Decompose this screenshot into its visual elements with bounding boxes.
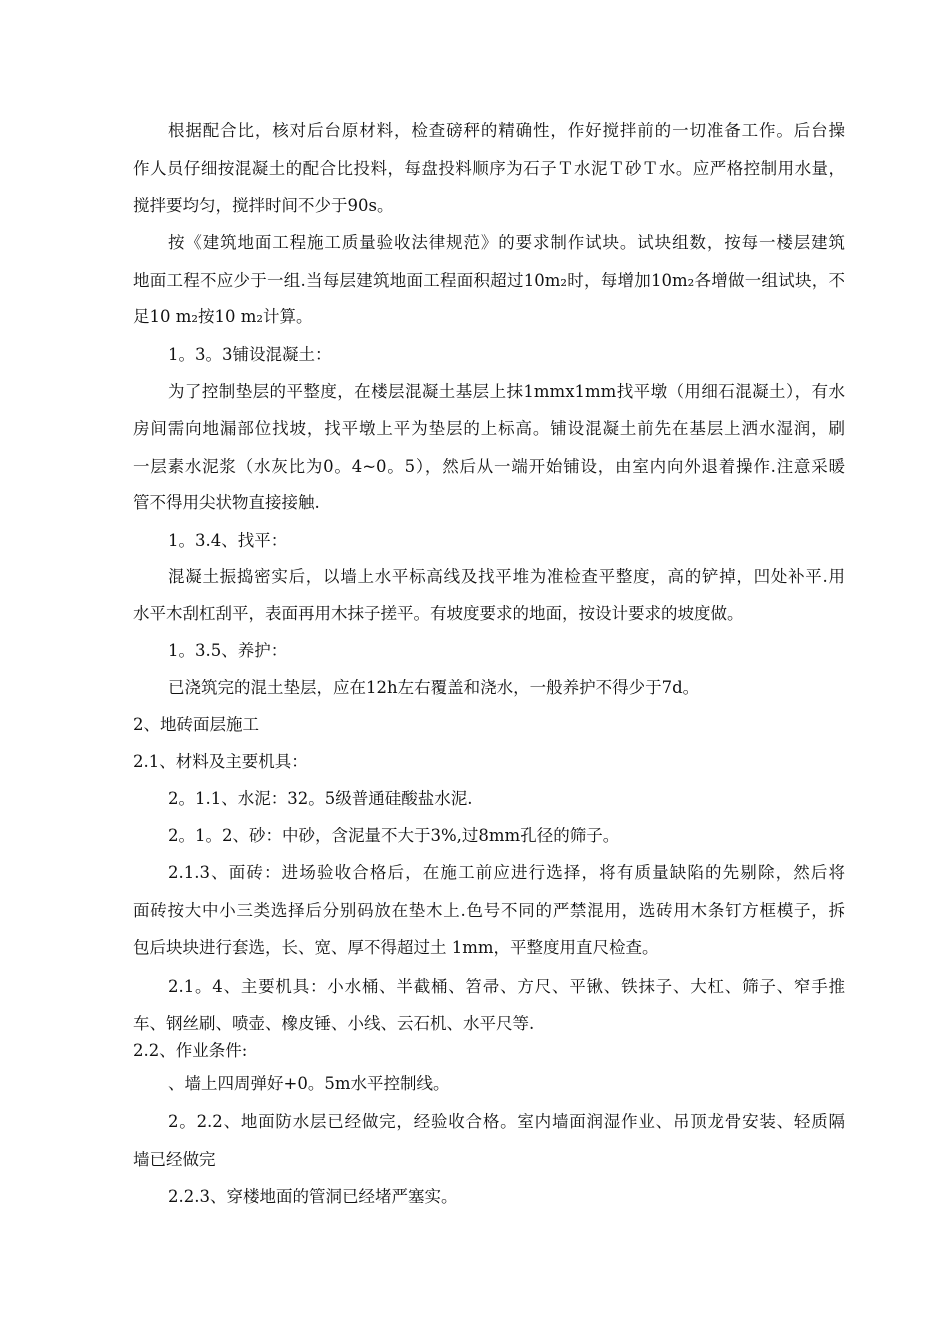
paragraph-line: 按《建筑地面工程施工质量验收法律规范》的要求制作试块。试块组数，按每一楼层建筑 xyxy=(168,233,845,252)
paragraph-line: 2。1。2、砂：中砂，含泥量不大于3%,过8mm孔径的筛子。 xyxy=(168,826,620,845)
paragraph-line: 搅拌要均匀，搅拌时间不少于90s。 xyxy=(133,196,394,215)
paragraph-line: 2.2.3、穿楼地面的管洞已经堵严塞实。 xyxy=(168,1187,458,1206)
paragraph-line: 一层素水泥浆（水灰比为0。4~0。5），然后从一端开始铺设，由室内向外退着操作.注意采暖 xyxy=(133,457,845,476)
paragraph-line: 地面工程不应少于一组.当每层建筑地面工程面积超过10m₂时，每增加10m₂各增做一组试块，不 xyxy=(133,271,845,290)
paragraph-line: 2.1。4、主要机具：小水桶、半截桶、笤帚、方尺、平锹、铁抹子、大杠、筛子、窄手推 xyxy=(168,977,845,996)
section-heading: 2.1、材料及主要机具： xyxy=(133,752,308,771)
section-heading: 1。3.5、养护： xyxy=(168,641,288,660)
paragraph-line: 作人员仔细按混凝土的配合比投料，每盘投料顺序为石子Ｔ水泥Ｔ砂Ｔ水。应严格控制用水量， xyxy=(133,159,845,178)
paragraph-line: 包后块块进行套选，长、宽、厚不得超过土 1mm，平整度用直尺检查。 xyxy=(133,938,659,957)
paragraph-line: 2.1.3、面砖：进场验收合格后，在施工前应进行选择，将有质量缺陷的先剔除，然后将 xyxy=(168,863,845,882)
section-heading: 2、地砖面层施工 xyxy=(133,715,259,734)
paragraph-line: 水平木刮杠刮平，表面再用木抹子搓平。有坡度要求的地面，按设计要求的坡度做。 xyxy=(133,604,744,623)
paragraph-line: 2。2.2、地面防水层已经做完，经验收合格。室内墙面润湿作业、吊顶龙骨安装、轻质隔 xyxy=(168,1112,845,1131)
section-heading: 1。3.4、找平： xyxy=(168,531,288,550)
paragraph-line: 足10 m₂按10 m₂计算。 xyxy=(133,307,313,326)
paragraph-line: 、墙上四周弹好+0。5m水平控制线。 xyxy=(168,1074,450,1093)
section-heading: 2.2、作业条件: xyxy=(133,1041,248,1060)
paragraph-line: 面砖按大中小三类选择后分别码放在垫木上.色号不同的严禁混用，选砖用木条钉方框模子，拆 xyxy=(133,901,845,920)
paragraph-line: 混凝土振捣密实后，以墙上水平标高线及找平堆为准检查平整度，高的铲掉，凹处补平.用 xyxy=(168,567,845,586)
paragraph-line: 已浇筑完的混土垫层，应在12h左右覆盖和浇水，一般养护不得少于7d。 xyxy=(168,678,700,697)
paragraph-line: 车、钢丝刷、喷壶、橡皮锤、小线、云石机、水平尺等. xyxy=(133,1014,535,1033)
paragraph-line: 管不得用尖状物直接接触. xyxy=(133,493,320,512)
section-heading: 1。3。3铺设混凝土： xyxy=(168,345,332,364)
paragraph-line: 墙已经做完 xyxy=(133,1150,216,1169)
paragraph-line: 房间需向地漏部位找坡，找平墩上平为垫层的上标高。铺设混凝土前先在基层上洒水湿润，刷 xyxy=(133,419,845,438)
paragraph-line: 为了控制垫层的平整度，在楼层混凝土基层上抹1mmx1mm找平墩（用细石混凝土），有水 xyxy=(168,382,845,401)
paragraph-line: 2。1.1、水泥：32。5级普通硅酸盐水泥. xyxy=(168,789,473,808)
paragraph-line: 根据配合比，核对后台原材料，检查磅秤的精确性，作好搅拌前的一切准备工作。后台操 xyxy=(168,121,845,140)
